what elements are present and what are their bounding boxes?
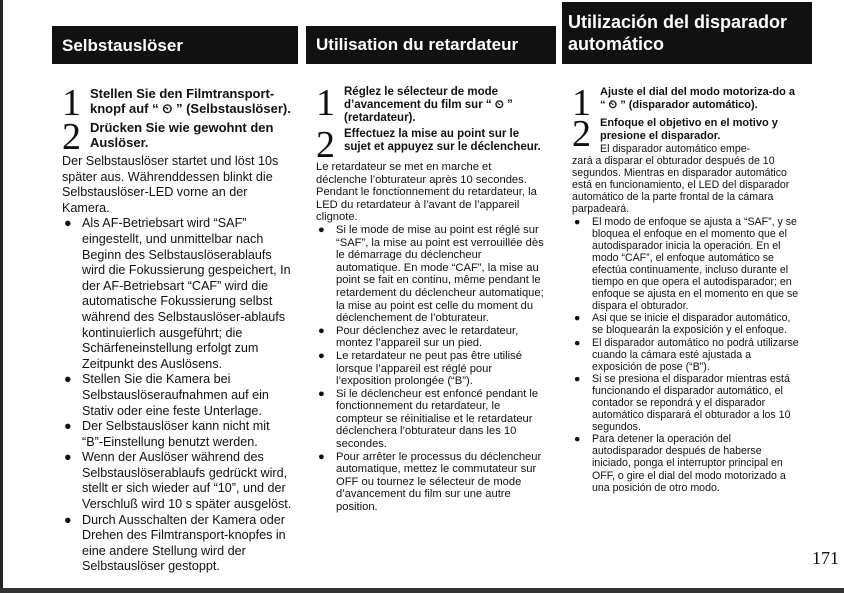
step-text: Stellen Sie den Filmtransport-knopf auf “ ⏲ ” (Selbstauslöser). bbox=[90, 86, 291, 116]
banner-german-title: Selbstauslöser bbox=[62, 36, 183, 55]
list-item: ● El modo de enfoque se ajusta a “SAF”, y se bloquea el enfoque en el momento que el autodisparador inicia la operación. En el modo “CAF”, el enfoque automático se efectúa continuamente, incluso durante el tiempo en que opera el autodisparador; en enfoque se ajusta en el momento en que se dispara el obturador. bbox=[574, 215, 799, 313]
bullet-icon: ● bbox=[318, 450, 325, 463]
bullet-list bbox=[572, 216, 800, 494]
list-item: ● Stellen Sie die Kamera bei Selbstauslöseraufnahmen auf ein Stativ oder eine feste Unterlage. bbox=[64, 372, 269, 418]
list-item: ● Si le déclencheur est enfoncé pendant le fonctionnement du retardateur, le compteur se réinitialise et le retardateur déclenchera l’obturateur dans les 10 secondes. bbox=[318, 387, 539, 451]
list-item: ● Si se presiona el disparador mientras está funcionando el disparador automático, el contador se repondrá y el disparador automático disparará el obturador a los 10 segundos. bbox=[574, 372, 791, 434]
step-text: Drücken Sie wie gewohnt den Auslöser. bbox=[90, 120, 274, 150]
list-item: ● Durch Ausschalten der Kamera oder Drehen des Filmtransport-knopfes in eine andere Stellung wird der Selbstauslöser gestoppt. bbox=[64, 512, 286, 574]
column-spanish bbox=[572, 82, 800, 494]
step-2 bbox=[316, 124, 544, 166]
list-item: ● Si le mode de mise au point est réglé sur “SAF”, la mise au point est verrouillée dès le démarrage du déclencheur automatique. En mode “CAF”, la mise au point se fait en continu, même pendant le retardement du déclencheur automatique; la mise au point est celle du moment du déclenchement de l’obturateur. bbox=[318, 223, 544, 325]
bullet-icon: ● bbox=[318, 349, 325, 362]
column-french bbox=[316, 82, 544, 514]
step-number: 2 bbox=[316, 124, 335, 166]
page-number: 171 bbox=[812, 548, 839, 568]
list-item: ● Le retardateur ne peut pas être utilisé lorsque l’appareil est réglé pour l’exposition prolongée (“B”). bbox=[318, 349, 522, 388]
list-item: ● Der Selbstauslöser kann nicht mit “B”-Einstellung benutzt werden. bbox=[64, 419, 270, 449]
list-item: ● El disparador automático no podrá utilizarse cuando la cámara esté ajustada a exposición de pose (“B”). bbox=[574, 336, 799, 373]
bullet-icon: ● bbox=[64, 419, 72, 434]
bullet-icon: ● bbox=[574, 336, 581, 349]
list-item: ● Asi que se inicie el disparador automático, se bloquearán la exposición y el enfoque. bbox=[574, 312, 791, 337]
banner-french bbox=[306, 26, 556, 64]
body-text-continued: El disparador automático empe- bbox=[600, 143, 751, 155]
list-item: ● Pour déclenchez avec le retardateur, montez l’appareil sur un pied. bbox=[318, 324, 519, 350]
step-2 bbox=[62, 116, 294, 158]
list-item: ● Als AF-Betriebsart wird “SAF” eingestellt, und unmittelbar nach Beginn des Selbstauslöserablaufs wird die Fokussierung gespeichert, In der AF-Betriebsart “CAF” wird die automatische Fokussierung selbst während des Selbstauslöser-ablaufs kontinuierlich ausgeführt; die Schärfeneinstellung erfolgt zum Zeitpunkt des Auslösens. bbox=[64, 216, 291, 371]
banner-german bbox=[52, 26, 298, 64]
step-1 bbox=[572, 82, 800, 124]
list-item: ● Pour arrêter le processus du déclencheur automatique, mettez le commutateur sur OFF ou tournez le sélecteur de mode d’avancement du film sur une autre position. bbox=[318, 450, 542, 514]
bullet-list bbox=[62, 216, 294, 575]
banner-spanish-title-line2: automático bbox=[568, 34, 665, 54]
step-text: Enfoque el objetivo en el motivo y presione el disparador. bbox=[600, 117, 778, 142]
bullet-list bbox=[316, 224, 544, 514]
page-edge-bottom bbox=[0, 588, 844, 593]
bullet-icon: ● bbox=[64, 512, 72, 527]
bullet-icon: ● bbox=[574, 312, 581, 325]
banner-spanish-title-line1: Utilización del disparador bbox=[568, 12, 788, 32]
column-german bbox=[62, 82, 294, 575]
bullet-icon: ● bbox=[318, 223, 325, 236]
step-1 bbox=[62, 82, 294, 124]
step-number: 2 bbox=[572, 113, 591, 155]
bullet-icon: ● bbox=[64, 450, 72, 465]
bullet-icon: ● bbox=[64, 216, 72, 231]
bullet-icon: ● bbox=[574, 372, 581, 385]
banner-spanish bbox=[562, 2, 812, 64]
bullet-icon: ● bbox=[318, 324, 325, 337]
list-item: ● Wenn der Auslöser während des Selbstauslöserablaufs gedrückt wird, stellt er sich wieder auf “10”, und der Verschluß wird 10 s später ausgelöst. bbox=[64, 450, 292, 512]
step-number: 2 bbox=[62, 116, 81, 158]
step-number: 1 bbox=[572, 82, 591, 124]
bullet-icon: ● bbox=[574, 215, 581, 228]
step-text: Effectuez la mise au point sur le sujet et appuyez sur le déclencheur. bbox=[344, 128, 541, 153]
step-text: Réglez le sélecteur de mode d’avancement du film sur “ ⏲ ” (retardateur). bbox=[344, 86, 513, 124]
list-item: ● Para detener la operación del autodisparador después de haberse iniciado, ponga el interruptor principal en OFF, o gire el dial del modo motorizado a una posición de otro modo. bbox=[574, 433, 786, 494]
bullet-icon: ● bbox=[574, 433, 581, 446]
step-1 bbox=[316, 82, 544, 125]
page-edge-left bbox=[0, 0, 3, 593]
step-number: 1 bbox=[316, 82, 335, 124]
banner-french-title: Utilisation du retardateur bbox=[316, 35, 519, 54]
bullet-icon: ● bbox=[318, 387, 325, 400]
body-text: Der Selbstauslöser startet und löst 10s später aus. Währenddessen blinkt die Selbstauslöser-LED vorne an der Kamera. bbox=[62, 154, 279, 215]
step-number: 1 bbox=[62, 82, 81, 124]
step-text: Ajuste el dial del modo motoriza-do a “ ⏲ ” (disparador automático). bbox=[600, 86, 795, 111]
body-text: zará a disparar el obturador después de 10 segundos. Mientras en disparador automático está en funcionamiento, el LED del disparador automático de la parte frontal de la cámara parpadeará. bbox=[572, 155, 790, 216]
bullet-icon: ● bbox=[64, 372, 72, 387]
body-text: Le retardateur se met en marche et déclenche l’obturateur après 10 secondes. Pendant le fonctionnement du retardateur, la LED du retardateur à l’avant de l’appareil clignote. bbox=[316, 161, 537, 224]
